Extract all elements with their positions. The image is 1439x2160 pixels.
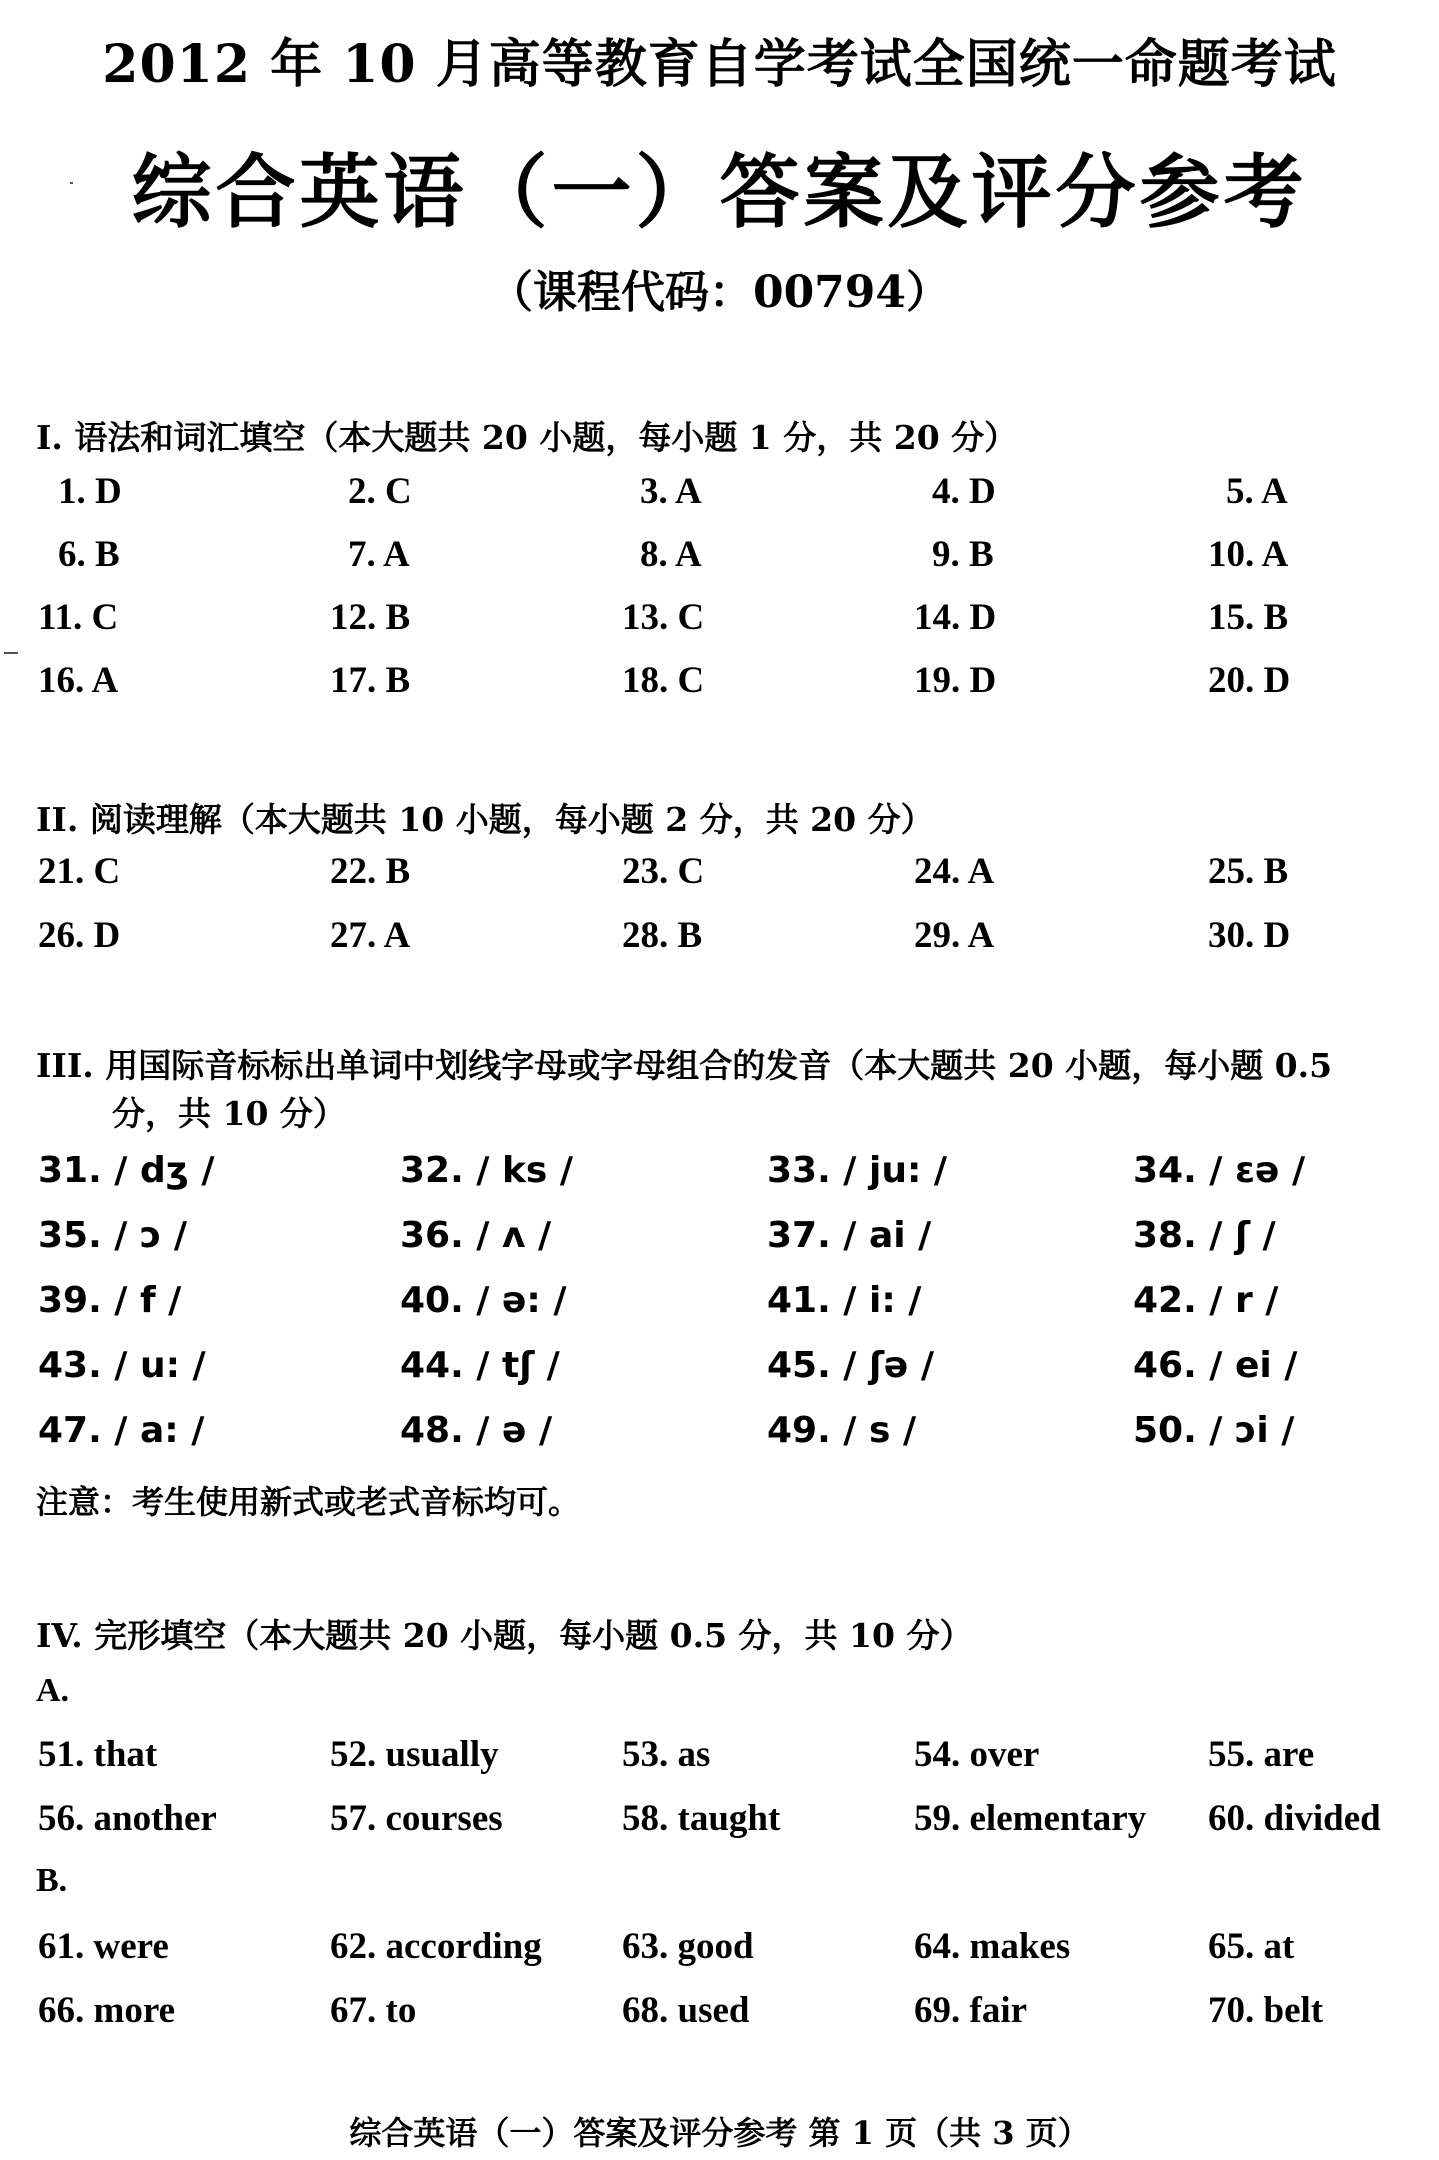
answer-item: 40. / ə: / xyxy=(400,1280,567,1321)
answer-item: 60. divided xyxy=(1208,1798,1381,1839)
answer-item: 35. / ɔ / xyxy=(38,1215,188,1256)
scan-speck xyxy=(70,182,73,184)
answer-row xyxy=(0,1989,1439,2049)
answer-item: 68. used xyxy=(622,1990,750,2031)
answer-item: 59. elementary xyxy=(914,1798,1147,1839)
section-3-heading: III. 用国际音标标出单词中划线字母或字母组合的发音（本大题共 20 小题，每小题 0.5 xyxy=(36,1046,1333,1085)
exam-title: 2012 年 10 月高等教育自学考试全国统一命题考试 xyxy=(102,34,1337,95)
answer-row xyxy=(0,1410,1439,1470)
answer-item: 52. usually xyxy=(330,1734,499,1775)
answer-item: 54. over xyxy=(914,1734,1040,1775)
answer-item: 43. / u: / xyxy=(38,1345,206,1386)
answer-row xyxy=(0,850,1439,910)
answer-item: 8. A xyxy=(640,534,702,575)
part-a-label: A. xyxy=(36,1672,70,1709)
answer-item: 32. / ks / xyxy=(400,1150,574,1191)
answer-item: 69. fair xyxy=(914,1990,1028,2031)
answer-row xyxy=(0,1797,1439,1857)
answer-row xyxy=(0,1280,1439,1340)
answer-row xyxy=(0,533,1439,593)
answer-item: 4. D xyxy=(932,471,996,512)
document-title: 综合英语（一）答案及评分参考 xyxy=(131,145,1308,239)
answer-item: 63. good xyxy=(622,1926,754,1967)
answer-item: 13. C xyxy=(622,597,705,638)
answer-item: 56. another xyxy=(38,1798,217,1839)
answer-item: 15. B xyxy=(1208,597,1289,638)
answer-item: 2. C xyxy=(348,471,412,512)
answer-item: 34. / εə / xyxy=(1133,1150,1306,1191)
answer-item: 26. D xyxy=(38,915,121,956)
answer-row xyxy=(0,1925,1439,1985)
answer-row xyxy=(0,914,1439,974)
answer-item: 31. / dʒ / xyxy=(38,1150,215,1191)
course-code: （课程代码：00794） xyxy=(488,267,951,318)
answer-item: 45. / ʃə / xyxy=(767,1345,935,1386)
answer-item: 57. courses xyxy=(330,1798,503,1839)
answer-item: 49. / s / xyxy=(767,1410,917,1451)
answer-item: 67. to xyxy=(330,1990,417,2031)
answer-item: 30. D xyxy=(1208,915,1291,956)
answer-item: 53. as xyxy=(622,1734,711,1775)
answer-item: 58. taught xyxy=(622,1798,781,1839)
answer-item: 61. were xyxy=(38,1926,169,1967)
answer-item: 37. / ai / xyxy=(767,1215,932,1256)
answer-item: 16. A xyxy=(38,660,119,701)
answer-item: 62. according xyxy=(330,1926,542,1967)
answer-item: 42. / r / xyxy=(1133,1280,1279,1321)
answer-item: 44. / tʃ / xyxy=(400,1345,560,1386)
answer-item: 10. A xyxy=(1208,534,1289,575)
answer-item: 24. A xyxy=(914,851,995,892)
answer-item: 12. B xyxy=(330,597,411,638)
answer-item: 19. D xyxy=(914,660,997,701)
answer-item: 51. that xyxy=(38,1734,158,1775)
answer-item: 14. D xyxy=(914,597,997,638)
answer-item: 70. belt xyxy=(1208,1990,1324,2031)
part-b-label: B. xyxy=(36,1862,68,1899)
answer-item: 47. / a: / xyxy=(38,1410,205,1451)
answer-item: 21. C xyxy=(38,851,121,892)
section-1-heading: I. 语法和词汇填空（本大题共 20 小题，每小题 1 分，共 20 分） xyxy=(36,418,1018,457)
note-text: 注意：考生使用新式或老式音标均可。 xyxy=(36,1483,581,1521)
answer-item: 50. / ɔi / xyxy=(1133,1410,1295,1451)
answer-item: 29. A xyxy=(914,915,995,956)
answer-item: 28. B xyxy=(622,915,703,956)
section-2-heading: II. 阅读理解（本大题共 10 小题，每小题 2 分，共 20 分） xyxy=(36,800,934,839)
answer-row xyxy=(0,659,1439,719)
answer-item: 27. A xyxy=(330,915,411,956)
answer-item: 22. B xyxy=(330,851,411,892)
answer-row xyxy=(0,1150,1439,1210)
answer-item: 33. / ju: / xyxy=(767,1150,948,1191)
answer-row xyxy=(0,1215,1439,1275)
answer-item: 7. A xyxy=(348,534,410,575)
answer-item: 6. B xyxy=(58,534,120,575)
answer-item: 65. at xyxy=(1208,1926,1295,1967)
answer-item: 66. more xyxy=(38,1990,175,2031)
answer-row xyxy=(0,1345,1439,1405)
answer-item: 25. B xyxy=(1208,851,1289,892)
answer-item: 39. / f / xyxy=(38,1280,182,1321)
answer-item: 36. / ʌ / xyxy=(400,1215,552,1256)
answer-item: 18. C xyxy=(622,660,705,701)
answer-item: 3. A xyxy=(640,471,702,512)
answer-row xyxy=(0,596,1439,656)
answer-item: 17. B xyxy=(330,660,411,701)
answer-item: 11. C xyxy=(38,597,119,638)
answer-row xyxy=(0,1733,1439,1793)
answer-item: 1. D xyxy=(58,471,122,512)
answer-item: 20. D xyxy=(1208,660,1291,701)
answer-item: 41. / i: / xyxy=(767,1280,922,1321)
section-3-heading-cont: 分，共 10 分） xyxy=(112,1094,346,1133)
answer-item: 48. / ə / xyxy=(400,1410,553,1451)
page-footer: 综合英语（一）答案及评分参考 第 1 页（共 3 页） xyxy=(349,2114,1090,2152)
answer-row xyxy=(0,470,1439,530)
answer-item: 55. are xyxy=(1208,1734,1315,1775)
answer-item: 64. makes xyxy=(914,1926,1071,1967)
section-4-heading: IV. 完形填空（本大题共 20 小题，每小题 0.5 分，共 10 分） xyxy=(36,1616,973,1655)
answer-item: 9. B xyxy=(932,534,994,575)
answer-item: 46. / ei / xyxy=(1133,1345,1298,1386)
answer-item: 38. / ʃ / xyxy=(1133,1215,1276,1256)
answer-item: 23. C xyxy=(622,851,705,892)
answer-item: 5. A xyxy=(1226,471,1288,512)
